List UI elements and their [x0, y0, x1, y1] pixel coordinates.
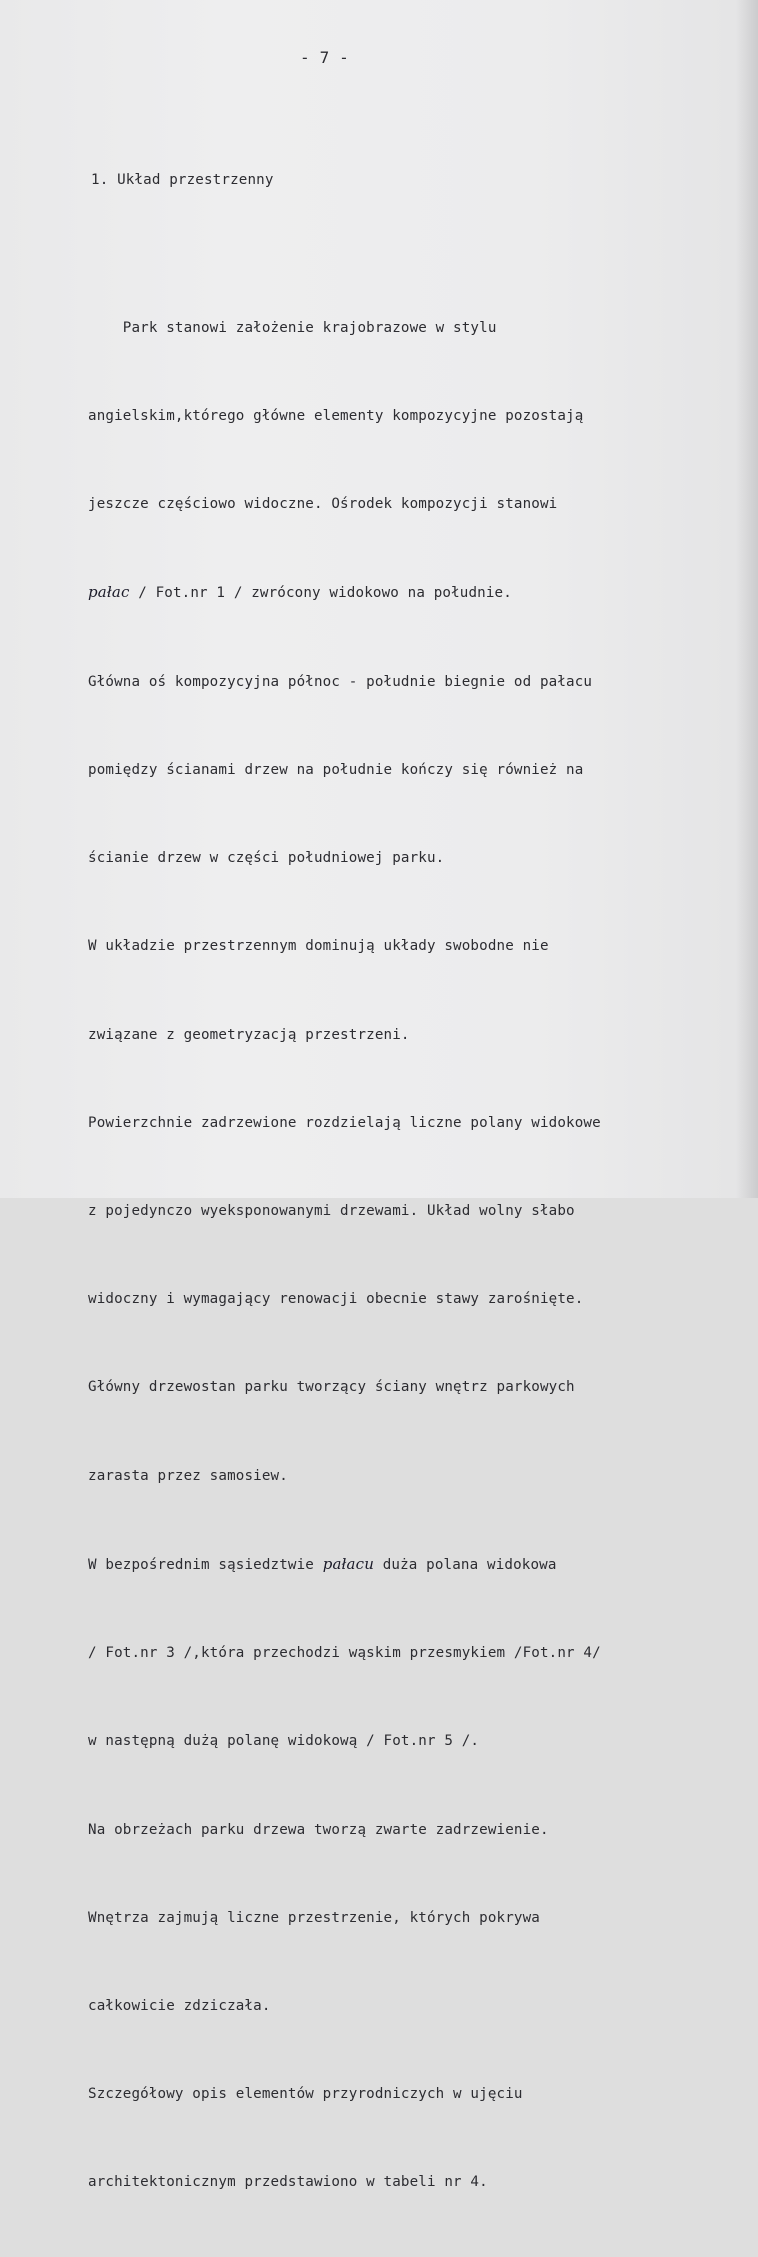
- page-edge-shadow: [736, 0, 758, 1198]
- text-line: z pojedynczo wyeksponowanymi drzewami. Układ wolny słabo: [88, 1203, 575, 1219]
- text-line: Powierzchnie zadrzewione rozdzielają liczne polany widokowe: [88, 1114, 601, 1131]
- text-line: Główna oś kompozycyjna północ - południe biegnie od pałacu: [88, 673, 593, 690]
- text-line: Szczegółowy opis elementów przyrodniczych w ujęciu: [88, 2086, 523, 2103]
- text-line: / Fot.nr 3 /,która przechodzi wąskim przesmykiem /Fot.nr 4/: [88, 1645, 601, 1662]
- text-line: W układzie przestrzennym dominują układy swobodne nie: [88, 938, 549, 955]
- text-line: W bezpośrednim sąsiedztwie pałacu duża polana widokowa: [88, 1554, 557, 1573]
- text-line: zarasta przez samosiew.: [88, 1467, 288, 1484]
- text-line: ścianie drzew w części południowej parku.: [88, 850, 445, 867]
- handwritten-word: pałacu: [322, 1554, 375, 1573]
- handwritten-word: pałac: [88, 583, 130, 602]
- text-line: angielskim,którego główne elementy kompozycyjne pozostają: [88, 408, 584, 425]
- text-line: Główny drzewostan parku tworzący ściany wnętrz parkowych: [88, 1379, 575, 1396]
- text-line: pałac / Fot.nr 1 / zwrócony widokowo na południe.: [88, 583, 512, 602]
- text-line: w następną dużą polanę widokową / Fot.nr 5 /.: [88, 1733, 480, 1750]
- body-text: [88, 255, 601, 2257]
- section-heading: 1. Układ przestrzenny: [91, 172, 274, 188]
- text-line: architektonicznym przedstawiono w tabeli nr 4.: [88, 2174, 488, 2191]
- text-line: widoczny i wymagający renowacji obecnie stawy zarośnięte.: [88, 1291, 584, 1308]
- text-line: związane z geometryzacją przestrzeni.: [88, 1026, 410, 1043]
- text-line: Na obrzeżach parku drzewa tworzą zwarte zadrzewienie.: [88, 1821, 549, 1838]
- page-number: - 7 -: [300, 48, 349, 67]
- text-line: pomiędzy ścianami drzew na południe kończy się również na: [88, 761, 584, 778]
- text-line: Park stanowi założenie krajobrazowe w stylu: [88, 319, 497, 336]
- text-line: całkowicie zdziczała.: [88, 1997, 271, 2014]
- text-line: Wnętrza zajmują liczne przestrzenie, których pokrywa: [88, 1909, 540, 1926]
- text-line: jeszcze częściowo widoczne. Ośrodek kompozycji stanowi: [88, 496, 558, 513]
